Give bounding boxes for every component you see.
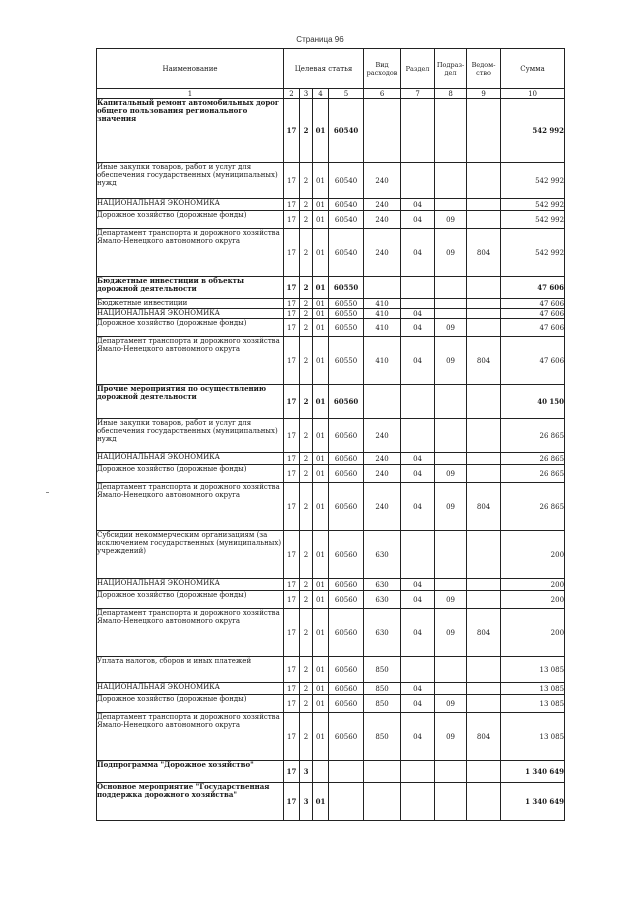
cell-target-direction: 60550 (329, 299, 364, 309)
cell-expense-type: 410 (364, 337, 401, 385)
cell-amount: 200 (501, 579, 565, 591)
header-subsection: Подраз-дел (435, 49, 467, 89)
cell-department (467, 695, 501, 713)
column-number: 9 (467, 89, 501, 99)
cell-department (467, 309, 501, 319)
cell-expense-type: 240 (364, 163, 401, 199)
cell-target-direction: 60560 (329, 579, 364, 591)
cell-section: 04 (401, 211, 435, 229)
cell-target-direction: 60560 (329, 453, 364, 465)
cell-target-program: 17 (284, 695, 300, 713)
cell-expense-type: 240 (364, 229, 401, 277)
cell-target-program: 17 (284, 163, 300, 199)
cell-section: 04 (401, 453, 435, 465)
header-row (97, 49, 565, 89)
cell-expense-type: 630 (364, 591, 401, 609)
cell-target-subprogram: 2 (300, 419, 313, 453)
cell-section: 04 (401, 591, 435, 609)
cell-amount: 200 (501, 609, 565, 657)
table-row (97, 99, 565, 163)
cell-section: 04 (401, 713, 435, 761)
cell-target-event: 01 (313, 163, 329, 199)
cell-target-subprogram: 2 (300, 453, 313, 465)
cell-section: 04 (401, 229, 435, 277)
cell-section (401, 277, 435, 299)
cell-expense-type: 630 (364, 579, 401, 591)
cell-section (401, 99, 435, 163)
cell-target-event: 01 (313, 657, 329, 683)
cell-department (467, 199, 501, 211)
cell-amount: 26 865 (501, 483, 565, 531)
cell-department (467, 683, 501, 695)
cell-target-direction: 60550 (329, 319, 364, 337)
row-name: Бюджетные инвестиции (97, 299, 284, 309)
cell-department (467, 579, 501, 591)
column-number: 3 (300, 89, 313, 99)
cell-target-subprogram: 2 (300, 163, 313, 199)
cell-expense-type (364, 99, 401, 163)
cell-target-direction: 60550 (329, 309, 364, 319)
column-number: 8 (435, 89, 467, 99)
table-row (97, 319, 565, 337)
cell-subsection (435, 453, 467, 465)
cell-subsection: 09 (435, 337, 467, 385)
cell-target-direction: 60560 (329, 683, 364, 695)
cell-expense-type: 410 (364, 299, 401, 309)
table-row (97, 299, 565, 309)
cell-target-direction: 60560 (329, 591, 364, 609)
column-number: 1 (97, 89, 284, 99)
cell-department: 804 (467, 483, 501, 531)
header-expense-type: Вид расходов (364, 49, 401, 89)
cell-section: 04 (401, 337, 435, 385)
cell-target-program: 17 (284, 783, 300, 821)
cell-target-subprogram: 2 (300, 531, 313, 579)
cell-target-program: 17 (284, 761, 300, 783)
header-department: Ведом-ство (467, 49, 501, 89)
cell-target-subprogram: 2 (300, 683, 313, 695)
cell-target-event: 01 (313, 299, 329, 309)
cell-target-event: 01 (313, 465, 329, 483)
table-row (97, 695, 565, 713)
cell-department (467, 783, 501, 821)
cell-target-program: 17 (284, 591, 300, 609)
cell-target-program: 17 (284, 419, 300, 453)
cell-subsection (435, 683, 467, 695)
cell-amount: 47 606 (501, 299, 565, 309)
row-name: Основное мероприятие "Государственная поддержка дорожного хозяйства" (97, 783, 284, 821)
cell-expense-type: 240 (364, 419, 401, 453)
cell-amount: 26 865 (501, 419, 565, 453)
row-name: Дорожное хозяйство (дорожные фонды) (97, 591, 284, 609)
column-number: 2 (284, 89, 300, 99)
cell-target-event: 01 (313, 99, 329, 163)
cell-target-event: 01 (313, 713, 329, 761)
cell-target-program: 17 (284, 683, 300, 695)
cell-target-subprogram: 2 (300, 579, 313, 591)
cell-subsection: 09 (435, 211, 467, 229)
table-row (97, 199, 565, 211)
cell-subsection: 09 (435, 713, 467, 761)
cell-subsection: 09 (435, 591, 467, 609)
cell-department (467, 163, 501, 199)
cell-target-program: 17 (284, 319, 300, 337)
row-name: Субсидии некоммерческим организациям (за исключением государственных (муниципальных) учреждений) (97, 531, 284, 579)
cell-subsection (435, 419, 467, 453)
cell-department (467, 277, 501, 299)
cell-section (401, 419, 435, 453)
cell-target-event: 01 (313, 199, 329, 211)
cell-target-direction: 60540 (329, 163, 364, 199)
cell-target-subprogram: 2 (300, 229, 313, 277)
cell-section (401, 783, 435, 821)
cell-expense-type: 240 (364, 453, 401, 465)
cell-target-event (313, 761, 329, 783)
cell-target-direction: 60560 (329, 419, 364, 453)
cell-target-event: 01 (313, 385, 329, 419)
cell-target-program: 17 (284, 657, 300, 683)
table-row (97, 419, 565, 453)
cell-target-subprogram: 2 (300, 609, 313, 657)
cell-target-program: 17 (284, 453, 300, 465)
row-name: Департамент транспорта и дорожного хозяйства Ямало-Ненецкого автономного округа (97, 609, 284, 657)
row-name: Уплата налогов, сборов и иных платежей (97, 657, 284, 683)
cell-department (467, 453, 501, 465)
cell-target-event: 01 (313, 531, 329, 579)
table-body (97, 99, 565, 821)
cell-department (467, 657, 501, 683)
cell-expense-type: 630 (364, 531, 401, 579)
cell-target-program: 17 (284, 211, 300, 229)
cell-expense-type: 850 (364, 695, 401, 713)
cell-amount: 200 (501, 531, 565, 579)
cell-amount: 13 085 (501, 713, 565, 761)
cell-expense-type (364, 385, 401, 419)
cell-section: 04 (401, 319, 435, 337)
cell-department (467, 531, 501, 579)
row-name: Департамент транспорта и дорожного хозяйства Ямало-Ненецкого автономного округа (97, 713, 284, 761)
cell-target-subprogram: 2 (300, 211, 313, 229)
cell-target-direction: 60560 (329, 465, 364, 483)
table-row (97, 761, 565, 783)
cell-target-direction: 60560 (329, 695, 364, 713)
cell-section (401, 531, 435, 579)
column-number: 4 (313, 89, 329, 99)
cell-subsection (435, 579, 467, 591)
cell-target-subprogram: 2 (300, 99, 313, 163)
cell-amount: 1 340 649 (501, 783, 565, 821)
row-name: Иные закупки товаров, работ и услуг для обеспечения государственных (муниципальных) нужд (97, 419, 284, 453)
cell-target-event: 01 (313, 309, 329, 319)
cell-expense-type (364, 277, 401, 299)
margin-mark (46, 492, 49, 493)
column-number: 6 (364, 89, 401, 99)
row-name: Капитальный ремонт автомобильных дорог общего пользования регионального значения (97, 99, 284, 163)
cell-target-subprogram: 2 (300, 199, 313, 211)
cell-target-event: 01 (313, 211, 329, 229)
table-row (97, 211, 565, 229)
cell-department (467, 385, 501, 419)
cell-target-subprogram: 2 (300, 465, 313, 483)
cell-subsection (435, 299, 467, 309)
cell-target-direction (329, 761, 364, 783)
cell-target-event: 01 (313, 591, 329, 609)
row-name: Бюджетные инвестиции в объекты дорожной деятельности (97, 277, 284, 299)
cell-target-event: 01 (313, 277, 329, 299)
cell-target-subprogram: 2 (300, 319, 313, 337)
cell-expense-type: 850 (364, 683, 401, 695)
cell-target-direction: 60540 (329, 211, 364, 229)
column-number-row (97, 89, 565, 99)
cell-target-subprogram: 2 (300, 591, 313, 609)
cell-expense-type: 240 (364, 483, 401, 531)
table-row (97, 465, 565, 483)
row-name: Подпрограмма "Дорожное хозяйство" (97, 761, 284, 783)
cell-target-subprogram: 2 (300, 657, 313, 683)
row-name: Департамент транспорта и дорожного хозяйства Ямало-Ненецкого автономного округа (97, 483, 284, 531)
cell-amount: 13 085 (501, 657, 565, 683)
cell-department (467, 299, 501, 309)
header-target-article: Целевая статья (284, 49, 364, 89)
cell-subsection: 09 (435, 695, 467, 713)
cell-target-program: 17 (284, 713, 300, 761)
row-name: НАЦИОНАЛЬНАЯ ЭКОНОМИКА (97, 453, 284, 465)
cell-target-direction: 60540 (329, 199, 364, 211)
cell-amount: 542 992 (501, 99, 565, 163)
cell-department: 804 (467, 337, 501, 385)
cell-target-subprogram: 2 (300, 277, 313, 299)
cell-target-program: 17 (284, 483, 300, 531)
cell-target-subprogram: 3 (300, 761, 313, 783)
cell-department (467, 419, 501, 453)
cell-target-direction (329, 783, 364, 821)
cell-target-direction: 60560 (329, 483, 364, 531)
cell-amount: 542 992 (501, 199, 565, 211)
cell-target-direction: 60550 (329, 277, 364, 299)
table-row (97, 163, 565, 199)
cell-target-direction: 60560 (329, 657, 364, 683)
cell-department: 804 (467, 609, 501, 657)
table-row (97, 713, 565, 761)
cell-target-program: 17 (284, 277, 300, 299)
cell-subsection: 09 (435, 465, 467, 483)
cell-department (467, 465, 501, 483)
cell-department (467, 591, 501, 609)
cell-section (401, 163, 435, 199)
cell-target-direction: 60560 (329, 385, 364, 419)
cell-target-subprogram: 3 (300, 783, 313, 821)
cell-target-direction: 60560 (329, 531, 364, 579)
cell-section (401, 657, 435, 683)
row-name: Иные закупки товаров, работ и услуг для обеспечения государственных (муниципальных) нужд (97, 163, 284, 199)
cell-section: 04 (401, 609, 435, 657)
cell-department (467, 211, 501, 229)
cell-expense-type: 240 (364, 465, 401, 483)
cell-subsection (435, 783, 467, 821)
cell-section: 04 (401, 683, 435, 695)
table-row (97, 337, 565, 385)
cell-target-direction: 60540 (329, 229, 364, 277)
cell-target-program: 17 (284, 579, 300, 591)
table-row (97, 385, 565, 419)
cell-section (401, 299, 435, 309)
row-name: НАЦИОНАЛЬНАЯ ЭКОНОМИКА (97, 199, 284, 211)
cell-section (401, 761, 435, 783)
cell-target-program: 17 (284, 337, 300, 385)
cell-amount: 542 992 (501, 163, 565, 199)
table-row (97, 579, 565, 591)
cell-department (467, 99, 501, 163)
cell-subsection (435, 657, 467, 683)
column-number: 10 (501, 89, 565, 99)
cell-target-direction: 60540 (329, 99, 364, 163)
cell-target-program: 17 (284, 299, 300, 309)
cell-target-event: 01 (313, 609, 329, 657)
cell-subsection (435, 163, 467, 199)
cell-expense-type: 410 (364, 319, 401, 337)
cell-subsection: 09 (435, 319, 467, 337)
cell-target-event: 01 (313, 319, 329, 337)
budget-table (96, 48, 565, 821)
cell-target-program: 17 (284, 609, 300, 657)
row-name: Дорожное хозяйство (дорожные фонды) (97, 695, 284, 713)
cell-target-event: 01 (313, 337, 329, 385)
table-row (97, 229, 565, 277)
cell-target-direction: 60550 (329, 337, 364, 385)
cell-target-program: 17 (284, 229, 300, 277)
header-name: Наименование (97, 49, 284, 89)
cell-target-subprogram: 2 (300, 713, 313, 761)
table-row (97, 657, 565, 683)
cell-subsection (435, 277, 467, 299)
cell-target-event: 01 (313, 683, 329, 695)
cell-target-event: 01 (313, 419, 329, 453)
table-row (97, 453, 565, 465)
row-name: Прочие мероприятия по осуществлению дорожной деятельности (97, 385, 284, 419)
cell-target-subprogram: 2 (300, 483, 313, 531)
cell-amount: 47 606 (501, 277, 565, 299)
table-row (97, 309, 565, 319)
table-row (97, 531, 565, 579)
table-row (97, 277, 565, 299)
cell-target-event: 01 (313, 453, 329, 465)
cell-subsection: 09 (435, 483, 467, 531)
cell-amount: 13 085 (501, 683, 565, 695)
cell-amount: 26 865 (501, 465, 565, 483)
cell-target-event: 01 (313, 483, 329, 531)
table-row (97, 483, 565, 531)
row-name: НАЦИОНАЛЬНАЯ ЭКОНОМИКА (97, 579, 284, 591)
cell-subsection: 09 (435, 609, 467, 657)
cell-amount: 200 (501, 591, 565, 609)
cell-expense-type: 850 (364, 657, 401, 683)
cell-expense-type: 410 (364, 309, 401, 319)
header-section: Раздел (401, 49, 435, 89)
cell-section: 04 (401, 465, 435, 483)
table-row (97, 591, 565, 609)
cell-amount: 40 150 (501, 385, 565, 419)
cell-amount: 542 992 (501, 229, 565, 277)
cell-department: 804 (467, 713, 501, 761)
cell-expense-type: 630 (364, 609, 401, 657)
cell-target-program: 17 (284, 199, 300, 211)
cell-target-program: 17 (284, 309, 300, 319)
cell-amount: 47 606 (501, 319, 565, 337)
page-number: Страница 96 (296, 35, 344, 44)
cell-target-program: 17 (284, 99, 300, 163)
cell-subsection (435, 199, 467, 211)
cell-section: 04 (401, 199, 435, 211)
cell-subsection (435, 531, 467, 579)
cell-amount: 47 606 (501, 309, 565, 319)
cell-subsection (435, 385, 467, 419)
cell-section: 04 (401, 579, 435, 591)
cell-expense-type: 850 (364, 713, 401, 761)
cell-target-subprogram: 2 (300, 385, 313, 419)
cell-department (467, 319, 501, 337)
cell-target-direction: 60560 (329, 713, 364, 761)
table-row (97, 683, 565, 695)
cell-target-program: 17 (284, 531, 300, 579)
cell-target-subprogram: 2 (300, 695, 313, 713)
cell-amount: 13 085 (501, 695, 565, 713)
cell-subsection (435, 99, 467, 163)
cell-section: 04 (401, 309, 435, 319)
cell-amount: 1 340 649 (501, 761, 565, 783)
column-number: 5 (329, 89, 364, 99)
cell-expense-type (364, 761, 401, 783)
cell-section: 04 (401, 483, 435, 531)
row-name: НАЦИОНАЛЬНАЯ ЭКОНОМИКА (97, 683, 284, 695)
cell-amount: 47 606 (501, 337, 565, 385)
row-name: Дорожное хозяйство (дорожные фонды) (97, 465, 284, 483)
cell-target-event: 01 (313, 579, 329, 591)
row-name: Департамент транспорта и дорожного хозяйства Ямало-Ненецкого автономного округа (97, 337, 284, 385)
cell-expense-type (364, 783, 401, 821)
cell-target-event: 01 (313, 229, 329, 277)
cell-subsection (435, 309, 467, 319)
table-row (97, 609, 565, 657)
cell-target-program: 17 (284, 465, 300, 483)
cell-target-subprogram: 2 (300, 337, 313, 385)
cell-amount: 26 865 (501, 453, 565, 465)
cell-target-subprogram: 2 (300, 309, 313, 319)
cell-department (467, 761, 501, 783)
cell-expense-type: 240 (364, 199, 401, 211)
cell-section: 04 (401, 695, 435, 713)
cell-target-event: 01 (313, 783, 329, 821)
column-number: 7 (401, 89, 435, 99)
cell-target-direction: 60560 (329, 609, 364, 657)
cell-subsection: 09 (435, 229, 467, 277)
row-name: Дорожное хозяйство (дорожные фонды) (97, 211, 284, 229)
cell-department: 804 (467, 229, 501, 277)
cell-target-subprogram: 2 (300, 299, 313, 309)
cell-expense-type: 240 (364, 211, 401, 229)
cell-subsection (435, 761, 467, 783)
cell-section (401, 385, 435, 419)
cell-amount: 542 992 (501, 211, 565, 229)
cell-target-program: 17 (284, 385, 300, 419)
header-sum: Сумма (501, 49, 565, 89)
cell-target-event: 01 (313, 695, 329, 713)
row-name: Департамент транспорта и дорожного хозяйства Ямало-Ненецкого автономного округа (97, 229, 284, 277)
table-row (97, 783, 565, 821)
row-name: НАЦИОНАЛЬНАЯ ЭКОНОМИКА (97, 309, 284, 319)
row-name: Дорожное хозяйство (дорожные фонды) (97, 319, 284, 337)
